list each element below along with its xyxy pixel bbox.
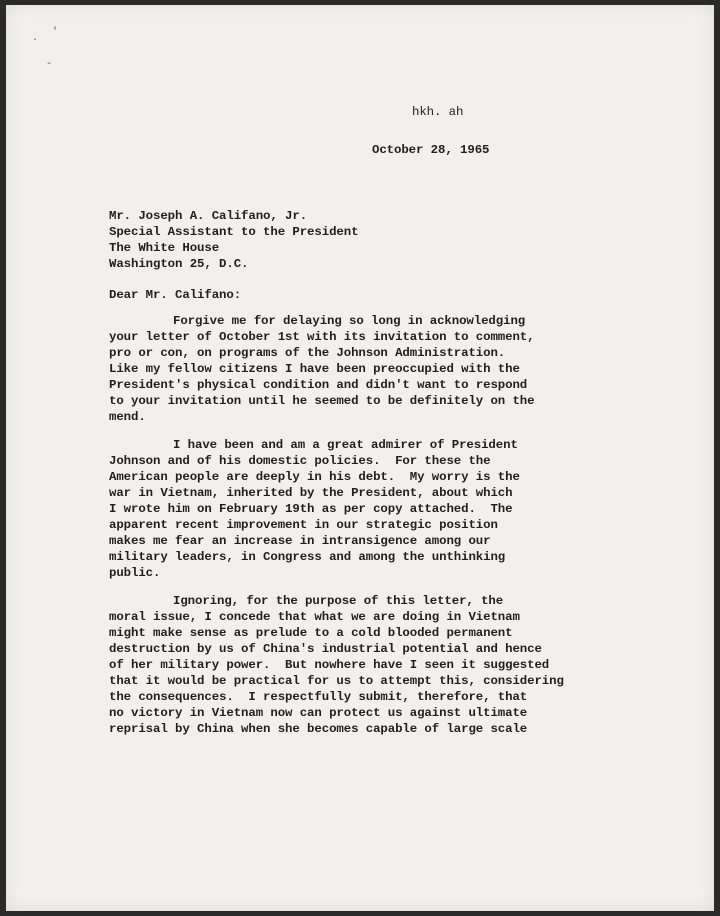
body-line: makes me fear an increase in intransigence among our	[109, 534, 491, 548]
letter-date: October 28, 1965	[372, 143, 490, 157]
body-line: I wrote him on February 19th as per copy attached. The	[109, 502, 513, 516]
body-line: your letter of October 1st with its invitation to comment,	[109, 330, 535, 344]
body-line: moral issue, I concede that what we are doing in Vietnam	[109, 610, 520, 624]
body-line: public.	[109, 566, 161, 580]
body-line: apparent recent improvement in our strategic position	[109, 518, 498, 532]
body-line: of her military power. But nowhere have I seen it suggested	[109, 658, 550, 672]
body-line: mend.	[109, 410, 146, 424]
body-line: no victory in Vietnam now can protect us against ultimate	[109, 706, 528, 720]
body-line: to your invitation until he seemed to be definitely on the	[109, 394, 535, 408]
margin-mark: '	[52, 27, 59, 38]
margin-mark: -	[46, 59, 53, 70]
body-line: destruction by us of China's industrial potential and hence	[109, 642, 542, 656]
reference-initials: hkh. ah	[412, 105, 464, 119]
letter-page	[6, 5, 714, 911]
recipient-name: Mr. Joseph A. Califano, Jr.	[109, 209, 308, 223]
body-line: Ignoring, for the purpose of this letter, the	[173, 594, 504, 608]
body-line: I have been and am a great admirer of President	[173, 438, 518, 452]
salutation: Dear Mr. Califano:	[109, 288, 242, 302]
recipient-city: Washington 25, D.C.	[109, 257, 249, 271]
recipient-org: The White House	[109, 241, 220, 255]
margin-mark: ·	[32, 35, 39, 46]
body-line: President's physical condition and didn't want to respond	[109, 378, 528, 392]
body-line: American people are deeply in his debt. My worry is the	[109, 470, 520, 484]
body-line: Like my fellow citizens I have been preoccupied with the	[109, 362, 520, 376]
body-line: that it would be practical for us to attempt this, considering	[109, 674, 564, 688]
recipient-title: Special Assistant to the President	[109, 225, 359, 239]
body-line: reprisal by China when she becomes capable of large scale	[109, 722, 528, 736]
body-line: pro or con, on programs of the Johnson Administration.	[109, 346, 506, 360]
body-line: Forgive me for delaying so long in acknowledging	[173, 314, 526, 328]
body-line: Johnson and of his domestic policies. For these the	[109, 454, 491, 468]
body-line: the consequences. I respectfully submit, therefore, that	[109, 690, 528, 704]
body-line: might make sense as prelude to a cold blooded permanent	[109, 626, 513, 640]
body-line: war in Vietnam, inherited by the President, about which	[109, 486, 513, 500]
body-line: military leaders, in Congress and among the unthinking	[109, 550, 506, 564]
